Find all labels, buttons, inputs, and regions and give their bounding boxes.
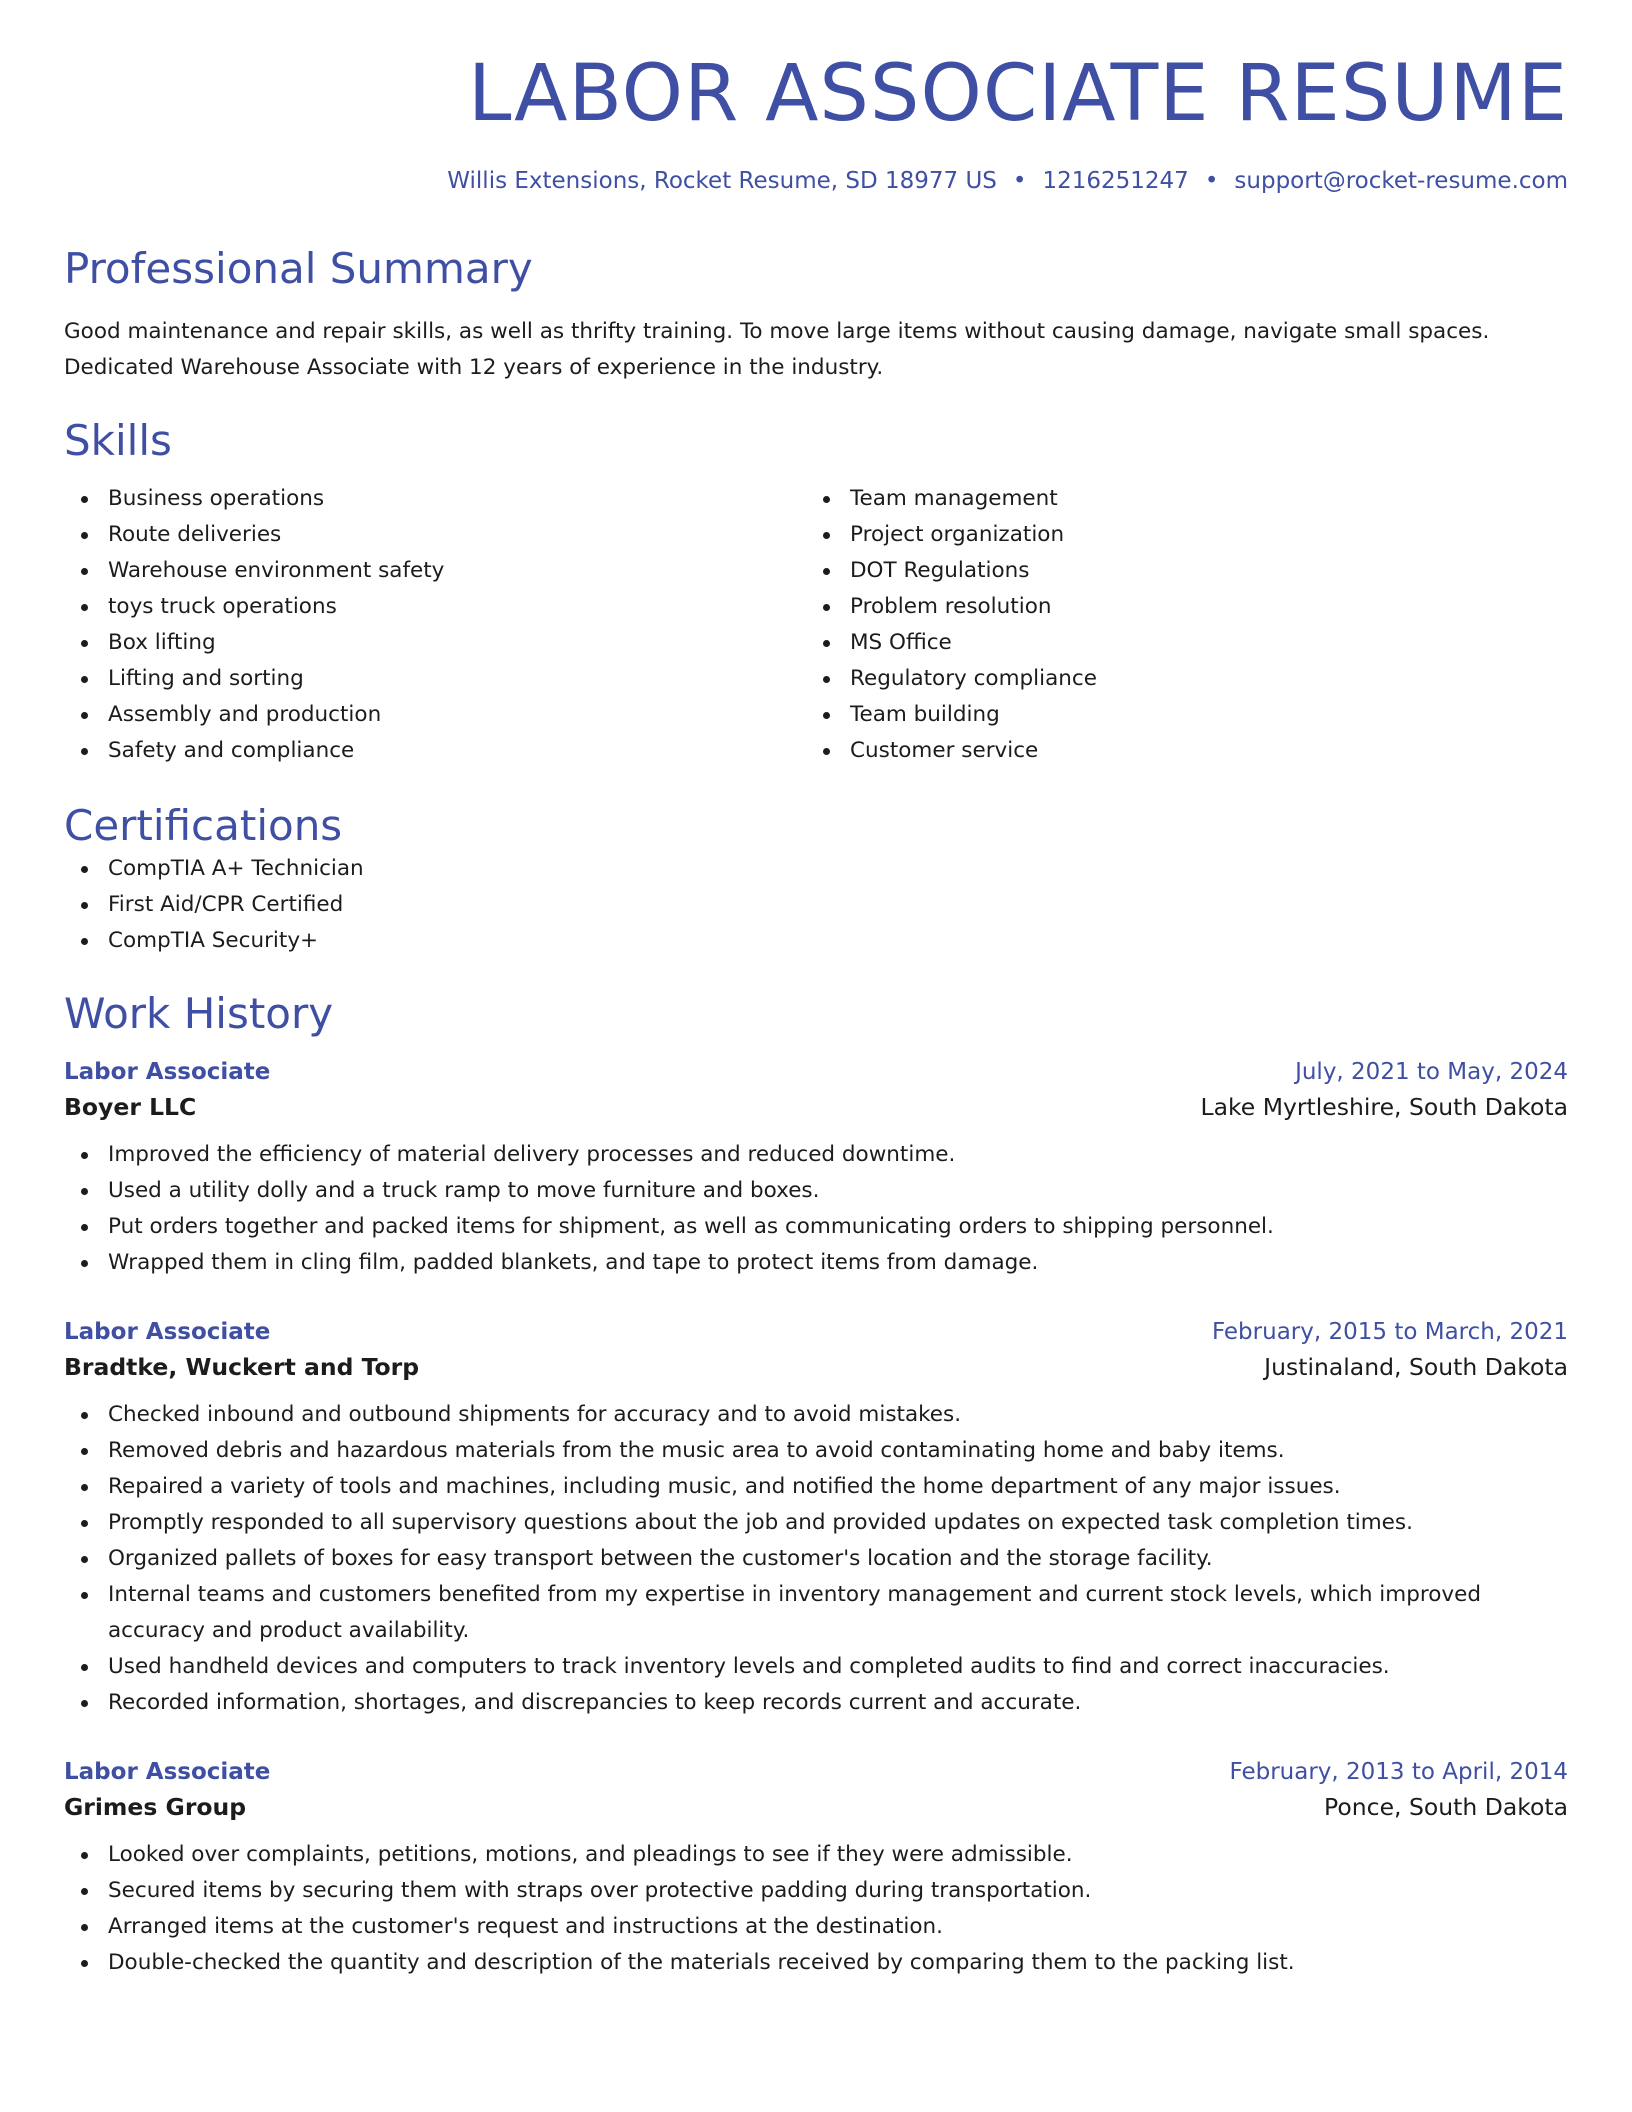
certifications-list: [64, 851, 1568, 959]
skill-item: MS Office: [806, 625, 1548, 661]
certification-item: CompTIA Security+: [64, 923, 1568, 959]
job-company: Bradtke, Wuckert and Torp: [64, 1353, 420, 1382]
job-duty-item: Wrapped them in cling film, padded blankets, and tape to protect items from damage.: [64, 1245, 1568, 1281]
job-company-row: [64, 1093, 1568, 1121]
job-duty-item: Put orders together and packed items for shipment, as well as communicating orders to shipping personnel.: [64, 1209, 1568, 1245]
skills-grid: [64, 481, 1568, 769]
summary-heading: Professional Summary: [64, 243, 533, 293]
job-location: Lake Myrtleshire, South Dakota: [1200, 1093, 1568, 1122]
job-header-row: [64, 1759, 1568, 1785]
job-duty-item: Used handheld devices and computers to track inventory levels and completed audits to find and correct inaccuracies.: [64, 1649, 1568, 1685]
skill-item: Problem resolution: [806, 589, 1548, 625]
summary-text: Good maintenance and repair skills, as well as thrifty training. To move large items without causing damage, navigate small spaces. Dedicated Warehouse Associate with 12 years of experience in the industry.: [64, 319, 1490, 381]
skill-item: Business operations: [64, 481, 806, 517]
work-history-list: [64, 1059, 1568, 1981]
job-duty-item: Recorded information, shortages, and discrepancies to keep records current and accurate.: [64, 1685, 1568, 1721]
job-duty-item: Secured items by securing them with straps over protective padding during transportation.: [64, 1873, 1568, 1909]
skill-item: Box lifting: [64, 625, 806, 661]
skill-item: DOT Regulations: [806, 553, 1548, 589]
job-company: Boyer LLC: [64, 1093, 197, 1122]
certification-item: First Aid/CPR Certified: [64, 887, 1568, 923]
skills-list-right: [806, 481, 1548, 769]
resume-title: LABOR ASSOCIATE RESUME: [467, 49, 1568, 139]
skill-item: toys truck operations: [64, 589, 806, 625]
job-dates: February, 2015 to March, 2021: [1211, 1319, 1568, 1346]
job-duties-list: [64, 1837, 1568, 1981]
skill-item: Team management: [806, 481, 1548, 517]
job-entry: [64, 1319, 1568, 1721]
skill-item: Team building: [806, 697, 1548, 733]
job-header-row: [64, 1059, 1568, 1085]
job-title: Labor Associate: [64, 1059, 271, 1086]
job-duties-list: [64, 1137, 1568, 1281]
job-duty-item: Arranged items at the customer's request and instructions at the destination.: [64, 1909, 1568, 1945]
job-title: Labor Associate: [64, 1319, 271, 1346]
contact-address: Willis Extensions, Rocket Resume, SD 18977 US: [447, 167, 997, 194]
job-duty-item: Looked over complaints, petitions, motions, and pleadings to see if they were admissible.: [64, 1837, 1568, 1873]
job-duty-item: Checked inbound and outbound shipments for accuracy and to avoid mistakes.: [64, 1397, 1568, 1433]
certifications-heading: Certifications: [64, 800, 343, 850]
job-dates: July, 2021 to May, 2024: [1295, 1059, 1568, 1086]
contact-separator: •: [1012, 167, 1027, 194]
contact-phone: 1216251247: [1042, 167, 1189, 194]
skill-item: Project organization: [806, 517, 1548, 553]
job-company-row: [64, 1353, 1568, 1381]
skill-item: Regulatory compliance: [806, 661, 1548, 697]
job-entry: [64, 1059, 1568, 1281]
job-duties-list: [64, 1397, 1568, 1721]
skill-item: Route deliveries: [64, 517, 806, 553]
job-duty-item: Used a utility dolly and a truck ramp to move furniture and boxes.: [64, 1173, 1568, 1209]
skill-item: Warehouse environment safety: [64, 553, 806, 589]
job-duty-item: Double-checked the quantity and description of the materials received by comparing them to the packing list.: [64, 1945, 1568, 1981]
job-dates: February, 2013 to April, 2014: [1229, 1759, 1568, 1786]
job-duty-item: Organized pallets of boxes for easy transport between the customer's location and the storage facility.: [64, 1541, 1568, 1577]
skills-list-left: [64, 481, 806, 769]
skills-heading: Skills: [64, 416, 172, 466]
job-duty-item: Repaired a variety of tools and machines, including music, and notified the home department of any major issues.: [64, 1469, 1568, 1505]
job-company: Grimes Group: [64, 1793, 247, 1822]
contact-separator: •: [1204, 167, 1219, 194]
job-location: Ponce, South Dakota: [1324, 1793, 1568, 1822]
contact-email[interactable]: support@rocket-resume.com: [1234, 167, 1568, 194]
job-company-row: [64, 1793, 1568, 1821]
job-duty-item: Removed debris and hazardous materials from the music area to avoid contaminating home and baby items.: [64, 1433, 1568, 1469]
job-duty-item: Improved the efficiency of material delivery processes and reduced downtime.: [64, 1137, 1568, 1173]
job-duty-item: Promptly responded to all supervisory questions about the job and provided updates on expected task completion times.: [64, 1505, 1568, 1541]
skill-item: Safety and compliance: [64, 733, 806, 769]
job-title: Labor Associate: [64, 1759, 271, 1786]
job-header-row: [64, 1319, 1568, 1345]
job-entry: [64, 1759, 1568, 1981]
work-history-heading: Work History: [64, 988, 334, 1038]
skill-item: Assembly and production: [64, 697, 806, 733]
job-location: Justinaland, South Dakota: [1264, 1353, 1568, 1382]
skill-item: Lifting and sorting: [64, 661, 806, 697]
contact-line: [64, 168, 1568, 194]
job-duty-item: Internal teams and customers benefited from my expertise in inventory management and current stock levels, which improved accuracy and product availability.: [64, 1577, 1568, 1649]
skill-item: Customer service: [806, 733, 1548, 769]
certification-item: CompTIA A+ Technician: [64, 851, 1568, 887]
